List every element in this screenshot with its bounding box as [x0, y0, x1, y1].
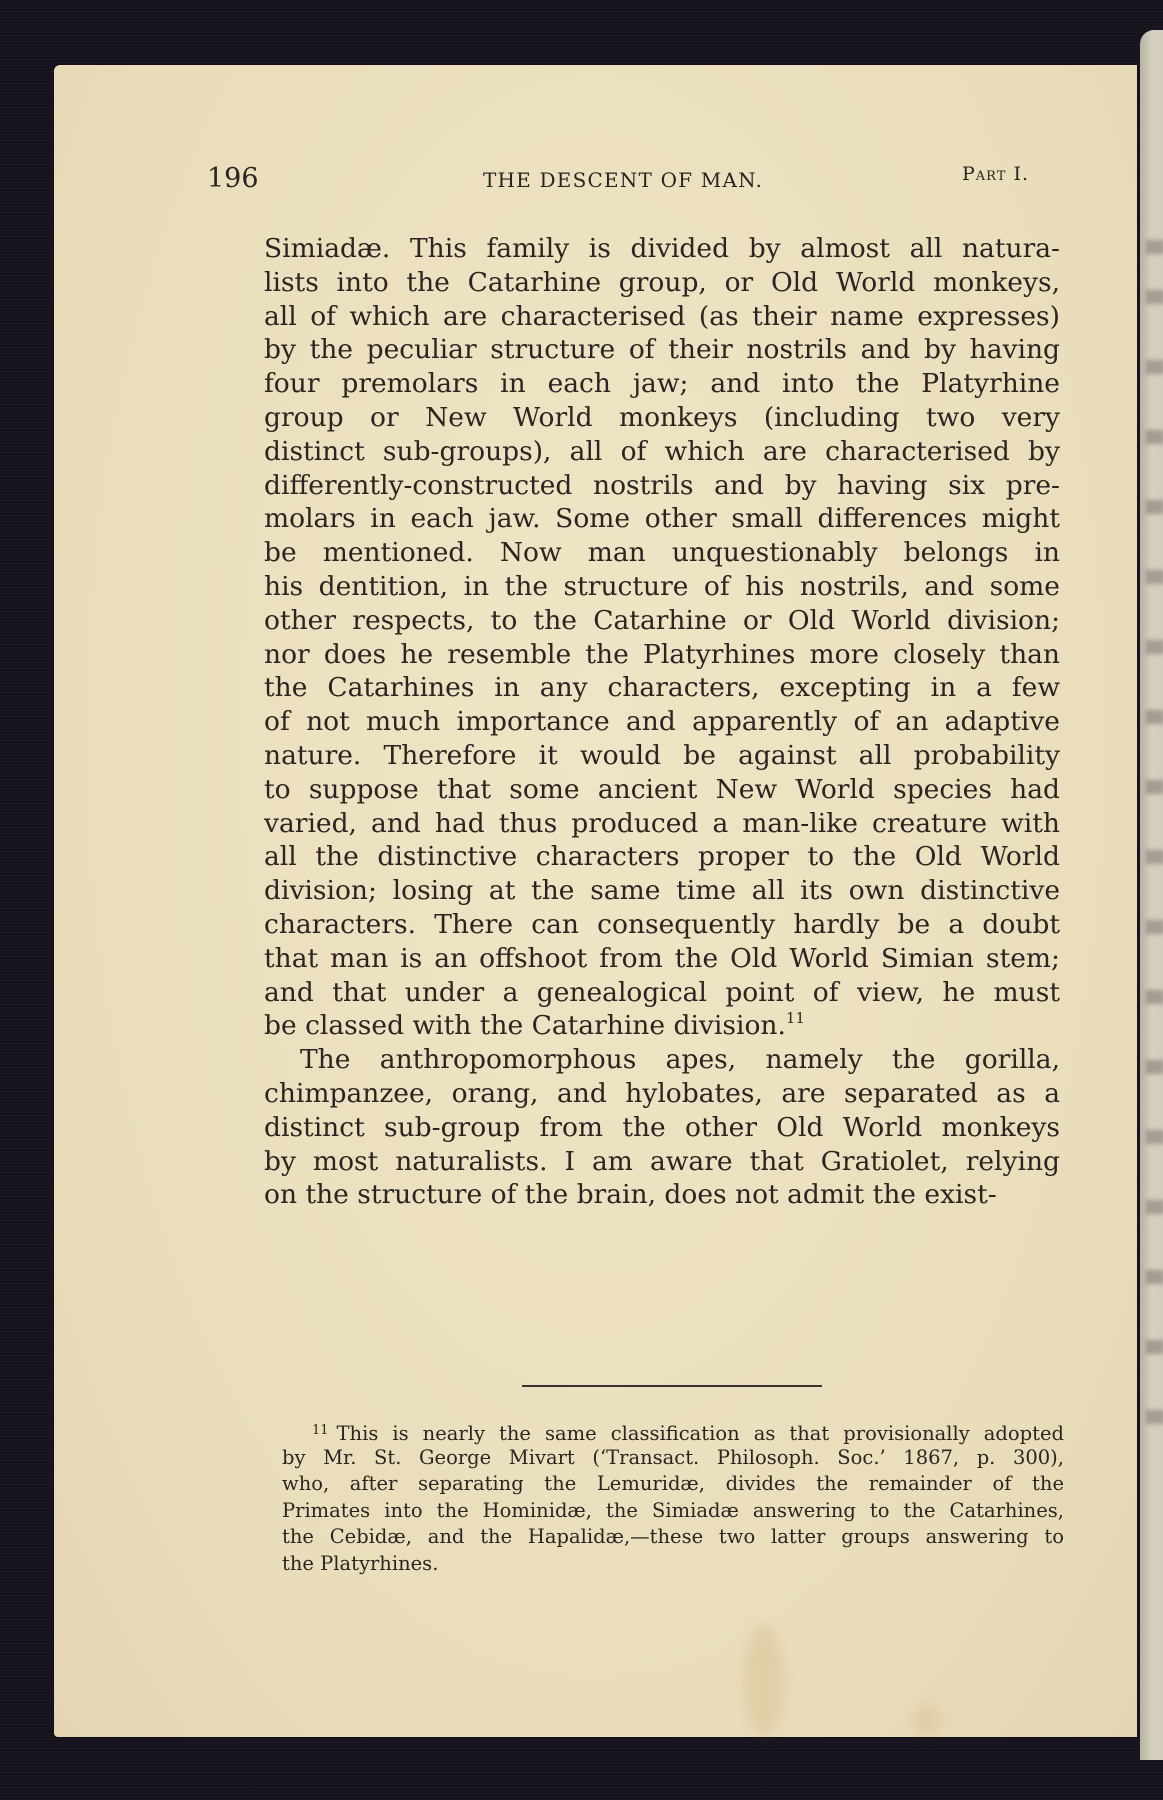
text-line-content: distinct sub-groups), all of which are characterised by: [264, 435, 1060, 467]
paper-stain: [914, 1705, 940, 1735]
text-line-content: varied, and had thus produced a man-like creature with: [264, 807, 1060, 839]
text-line: [264, 908, 1060, 942]
footnote-line-content: Primates into the Hominidæ, the Simiadæ answering to the Catarhines,: [282, 1498, 1064, 1522]
footnote-line-content: by Mr. St. George Mivart (‘Transact. Philosoph. Soc.’ 1867, p. 300),: [282, 1445, 1064, 1469]
text-line: [264, 705, 1060, 739]
text-line: [264, 367, 1060, 401]
footnote-line-content: who, after separating the Lemuridæ, divides the remainder of the: [282, 1472, 1064, 1496]
text-line-content: other respects, to the Catarhine or Old World division;: [264, 604, 1060, 636]
footnote-line-content: the Cebidæ, and the Hapalidæ,—these two latter groups answering to: [282, 1525, 1064, 1549]
text-line-content: of not much importance and apparently of an adaptive: [264, 706, 1060, 738]
footnote-line: [282, 1498, 1064, 1525]
running-title: THE DESCENT OF MAN.: [483, 168, 764, 192]
footnote-line: [282, 1418, 1064, 1445]
text-line: [264, 874, 1060, 908]
text-line-content: nature. Therefore it would be against all probability: [264, 739, 1060, 771]
text-line: [264, 807, 1060, 841]
text-line-content: be mentioned. Now man unquestionably belongs in: [264, 537, 1060, 569]
paragraph: [264, 232, 1060, 1043]
footnote-reference[interactable]: 11: [785, 1009, 805, 1028]
text-line-content: his dentition, in the structure of his nostrils, and some: [264, 570, 1060, 602]
footnote-line: [282, 1551, 1064, 1578]
text-line-content: by the peculiar structure of their nostrils and by having: [264, 334, 1060, 366]
text-line: [264, 1111, 1060, 1145]
text-line: [264, 435, 1060, 469]
footnote-line: [282, 1445, 1064, 1472]
text-line: [264, 1178, 1060, 1212]
text-line-content: four premolars in each jaw; and into the Platyrhine: [264, 368, 1060, 400]
page-number: 196: [207, 163, 259, 194]
text-line: [264, 266, 1060, 300]
text-line-content: distinct sub-group from the other Old World monkeys: [264, 1111, 1060, 1143]
paper-stain: [744, 1625, 784, 1735]
text-line: [264, 638, 1060, 672]
part-label: Part I.: [962, 163, 1029, 185]
footnote-line-content: This is nearly the same classification as that provisionally adopted: [336, 1422, 1064, 1445]
text-line-content: be classed with the Catarhine division.: [264, 1010, 786, 1042]
text-line-content: The anthropomorphous apes, namely the gorilla,: [300, 1044, 1060, 1076]
text-line-content: nor does he resemble the Platyrhines more closely than: [264, 638, 1060, 670]
text-line-content: characters. There can consequently hardly be a doubt: [264, 908, 1060, 940]
text-line: [264, 604, 1060, 638]
footnote: [282, 1418, 1064, 1578]
text-line: [264, 1145, 1060, 1179]
text-line: [264, 773, 1060, 807]
text-line: [264, 739, 1060, 773]
text-line: [264, 401, 1060, 435]
text-line: [264, 671, 1060, 705]
text-line: [264, 469, 1060, 503]
text-line: [264, 570, 1060, 604]
text-line-content: all of which are characterised (as their name expresses): [264, 300, 1060, 332]
text-line-content: group or New World monkeys (including two very: [264, 401, 1060, 433]
footnote-line-content: the Platyrhines.: [282, 1551, 439, 1575]
text-line-content: differently-constructed nostrils and by having six pre-: [264, 469, 1060, 501]
text-line: [264, 840, 1060, 874]
text-line-content: division; losing at the same time all its own distinctive: [264, 875, 1060, 907]
text-line-content: the Catarhines in any characters, excepting in a few: [264, 672, 1060, 704]
text-line: [264, 502, 1060, 536]
next-page-edge: [1140, 30, 1163, 1760]
body-text: [264, 232, 1060, 1212]
text-line-content: lists into the Catarhine group, or Old World monkeys,: [264, 266, 1060, 298]
text-line: [264, 300, 1060, 334]
text-line-content: to suppose that some ancient New World species had: [264, 773, 1060, 805]
footnote-line: [282, 1524, 1064, 1551]
text-line: [264, 942, 1060, 976]
text-line-content: on the structure of the brain, does not admit the exist-: [264, 1179, 997, 1211]
text-line: [264, 333, 1060, 367]
text-line-content: Simiadæ. This family is divided by almost all natura-: [264, 233, 1060, 264]
running-head: [207, 163, 1057, 193]
text-line-content: all the distinctive characters proper to the Old World: [264, 841, 1060, 873]
text-line: [264, 232, 1060, 266]
paragraph: [264, 1043, 1060, 1212]
text-line-content: molars in each jaw. Some other small differences might: [264, 503, 1060, 535]
footnotes: [282, 1418, 1064, 1578]
footnote-mark: 11: [312, 1423, 329, 1438]
text-line-content: chimpanzee, orang, and hylobates, are separated as a: [264, 1077, 1060, 1109]
text-line: [264, 976, 1060, 1010]
footnote-line: [282, 1471, 1064, 1498]
text-line-content: that man is an offshoot from the Old World Simian stem;: [264, 942, 1060, 974]
text-line: [264, 536, 1060, 570]
footnote-divider: [522, 1385, 822, 1387]
text-line-content: and that under a genealogical point of view, he must: [264, 976, 1060, 1008]
text-line: [264, 1077, 1060, 1111]
text-line: [264, 1043, 1060, 1077]
text-line-content: by most naturalists. I am aware that Gratiolet, relying: [264, 1145, 1060, 1177]
text-line: [264, 1009, 1060, 1043]
